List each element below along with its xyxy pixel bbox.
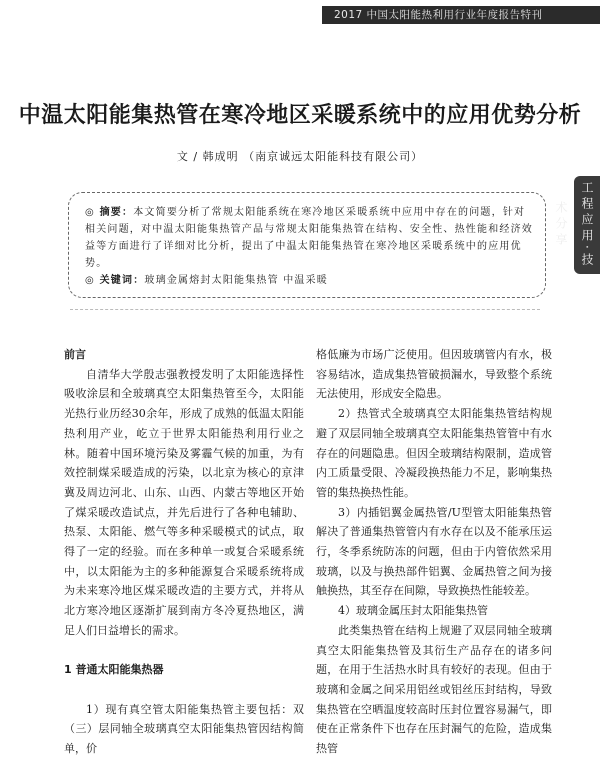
abstract-paragraph bbox=[85, 204, 533, 272]
left-column bbox=[64, 345, 304, 759]
article-byline: 文 / 韩成明 （南京诚远太阳能科技有限公司） bbox=[176, 150, 424, 163]
item-4-heading: 4）玻璃金属压封太阳能集热管 bbox=[338, 604, 488, 618]
section-1-heading: 1 普通太阳能集热器 bbox=[64, 663, 164, 677]
spacer bbox=[64, 680, 304, 700]
item-3-paragraph: 3）内插铝翼金属热管/U型管太阳能集热管解决了普通集热管管内有水存在以及不能承压运行，冬季系统防冻的问题，但由于内管依然采用玻璃，以及与换热部件铝翼、金属热管之间为接触换热，其至存在间隙，导致换热性能较差。 bbox=[316, 505, 552, 598]
preface-heading: 前言 bbox=[64, 348, 86, 361]
abstract-text: 本文简要分析了常规太阳能系统在寒冷地区采暖系统中应用中存在的问题，针对相关问题，对中温太阳能集热管产品与常规太阳能集热管在结构、安全性、热性能和经济效益等方面进行了详细对比分析，提出了中温太阳能集热管在寒冷地区采暖系统中的应用优势。 bbox=[85, 207, 533, 269]
article-title: 中温太阳能集热管在寒冷地区采暖系统中的应用优势分析 bbox=[18, 103, 582, 128]
item-4-paragraph: 此类集热管在结构上规避了双层同轴全玻璃真空太阳能集热管及其衍生产品存在的诸多问题，在用于生活热水时具有较好的表现。但由于玻璃和金属之间采用铝丝或铝丝压封结构，导致集热管在空晒温度较高时压封位置容易漏气，即使在正常条件下也存在压封漏气的危险，造成集热管 bbox=[316, 623, 552, 756]
spacer bbox=[64, 641, 304, 661]
abstract-label: ◎ 摘要： bbox=[85, 207, 134, 218]
divider-line bbox=[70, 309, 540, 310]
abstract-box bbox=[68, 192, 546, 298]
keywords-text: 玻璃金属熔封太阳能集热管 中温采暖 bbox=[144, 275, 329, 286]
keywords-label: ◎ 关键词： bbox=[85, 275, 145, 286]
running-header: 2017 中国太阳能热利用行业年度报告特刊 bbox=[322, 6, 600, 24]
section-side-tab: 工程应用·技术分享 bbox=[574, 176, 600, 274]
section-1-paragraph: 1）现有真空管太阳能集热管主要包括：双（三）层同轴全玻璃真空太阳能集热管因结构简单，价 bbox=[64, 702, 304, 756]
item-2-paragraph: 2）热管式全玻璃真空太阳能集热管结构规避了双层同轴全玻璃真空太阳能集热管管中有水存在的问题隐患。但因全玻璃结构限制，造成管内工质量受限、冷凝段换热能力不足，影响集热管的集热换热性能。 bbox=[316, 407, 552, 499]
right-column bbox=[316, 345, 552, 759]
continued-paragraph: 格低廉为市场广泛使用。但因玻璃管内有水，极容易结冰，造成集热管破损漏水，导致整个系统无法使用，形成安全隐患。 bbox=[316, 348, 552, 401]
preface-paragraph: 自清华大学殷志强教授发明了太阳能选择性吸收涂层和全玻璃真空太阳集热管至今，太阳能光热行业历经30余年，形成了成熟的低温太阳能热利用产业，屹立于世界太阳能热利用行业之林。随着中国环境污染及雾霾气候的加重，为有效控制煤采暖造成的污染，以北京为核心的京津冀及周边河北、山东、山西、内蒙古等地区开始了煤采暖改造试点，并先后进行了各种电辅助、热泵、太阳能、燃气等多种采暖模式的试点，取得了一定的经验。而在多种单一或复合采暖系统中，以太阳能为主的多种能源复合采暖系统将成为未来寒冷地区煤采暖改造的主要方式，并将从北方寒冷地区逐渐扩展到南方冬冷夏热地区，满足人们日益增长的需求。 bbox=[64, 367, 304, 637]
keywords-paragraph bbox=[85, 272, 533, 289]
